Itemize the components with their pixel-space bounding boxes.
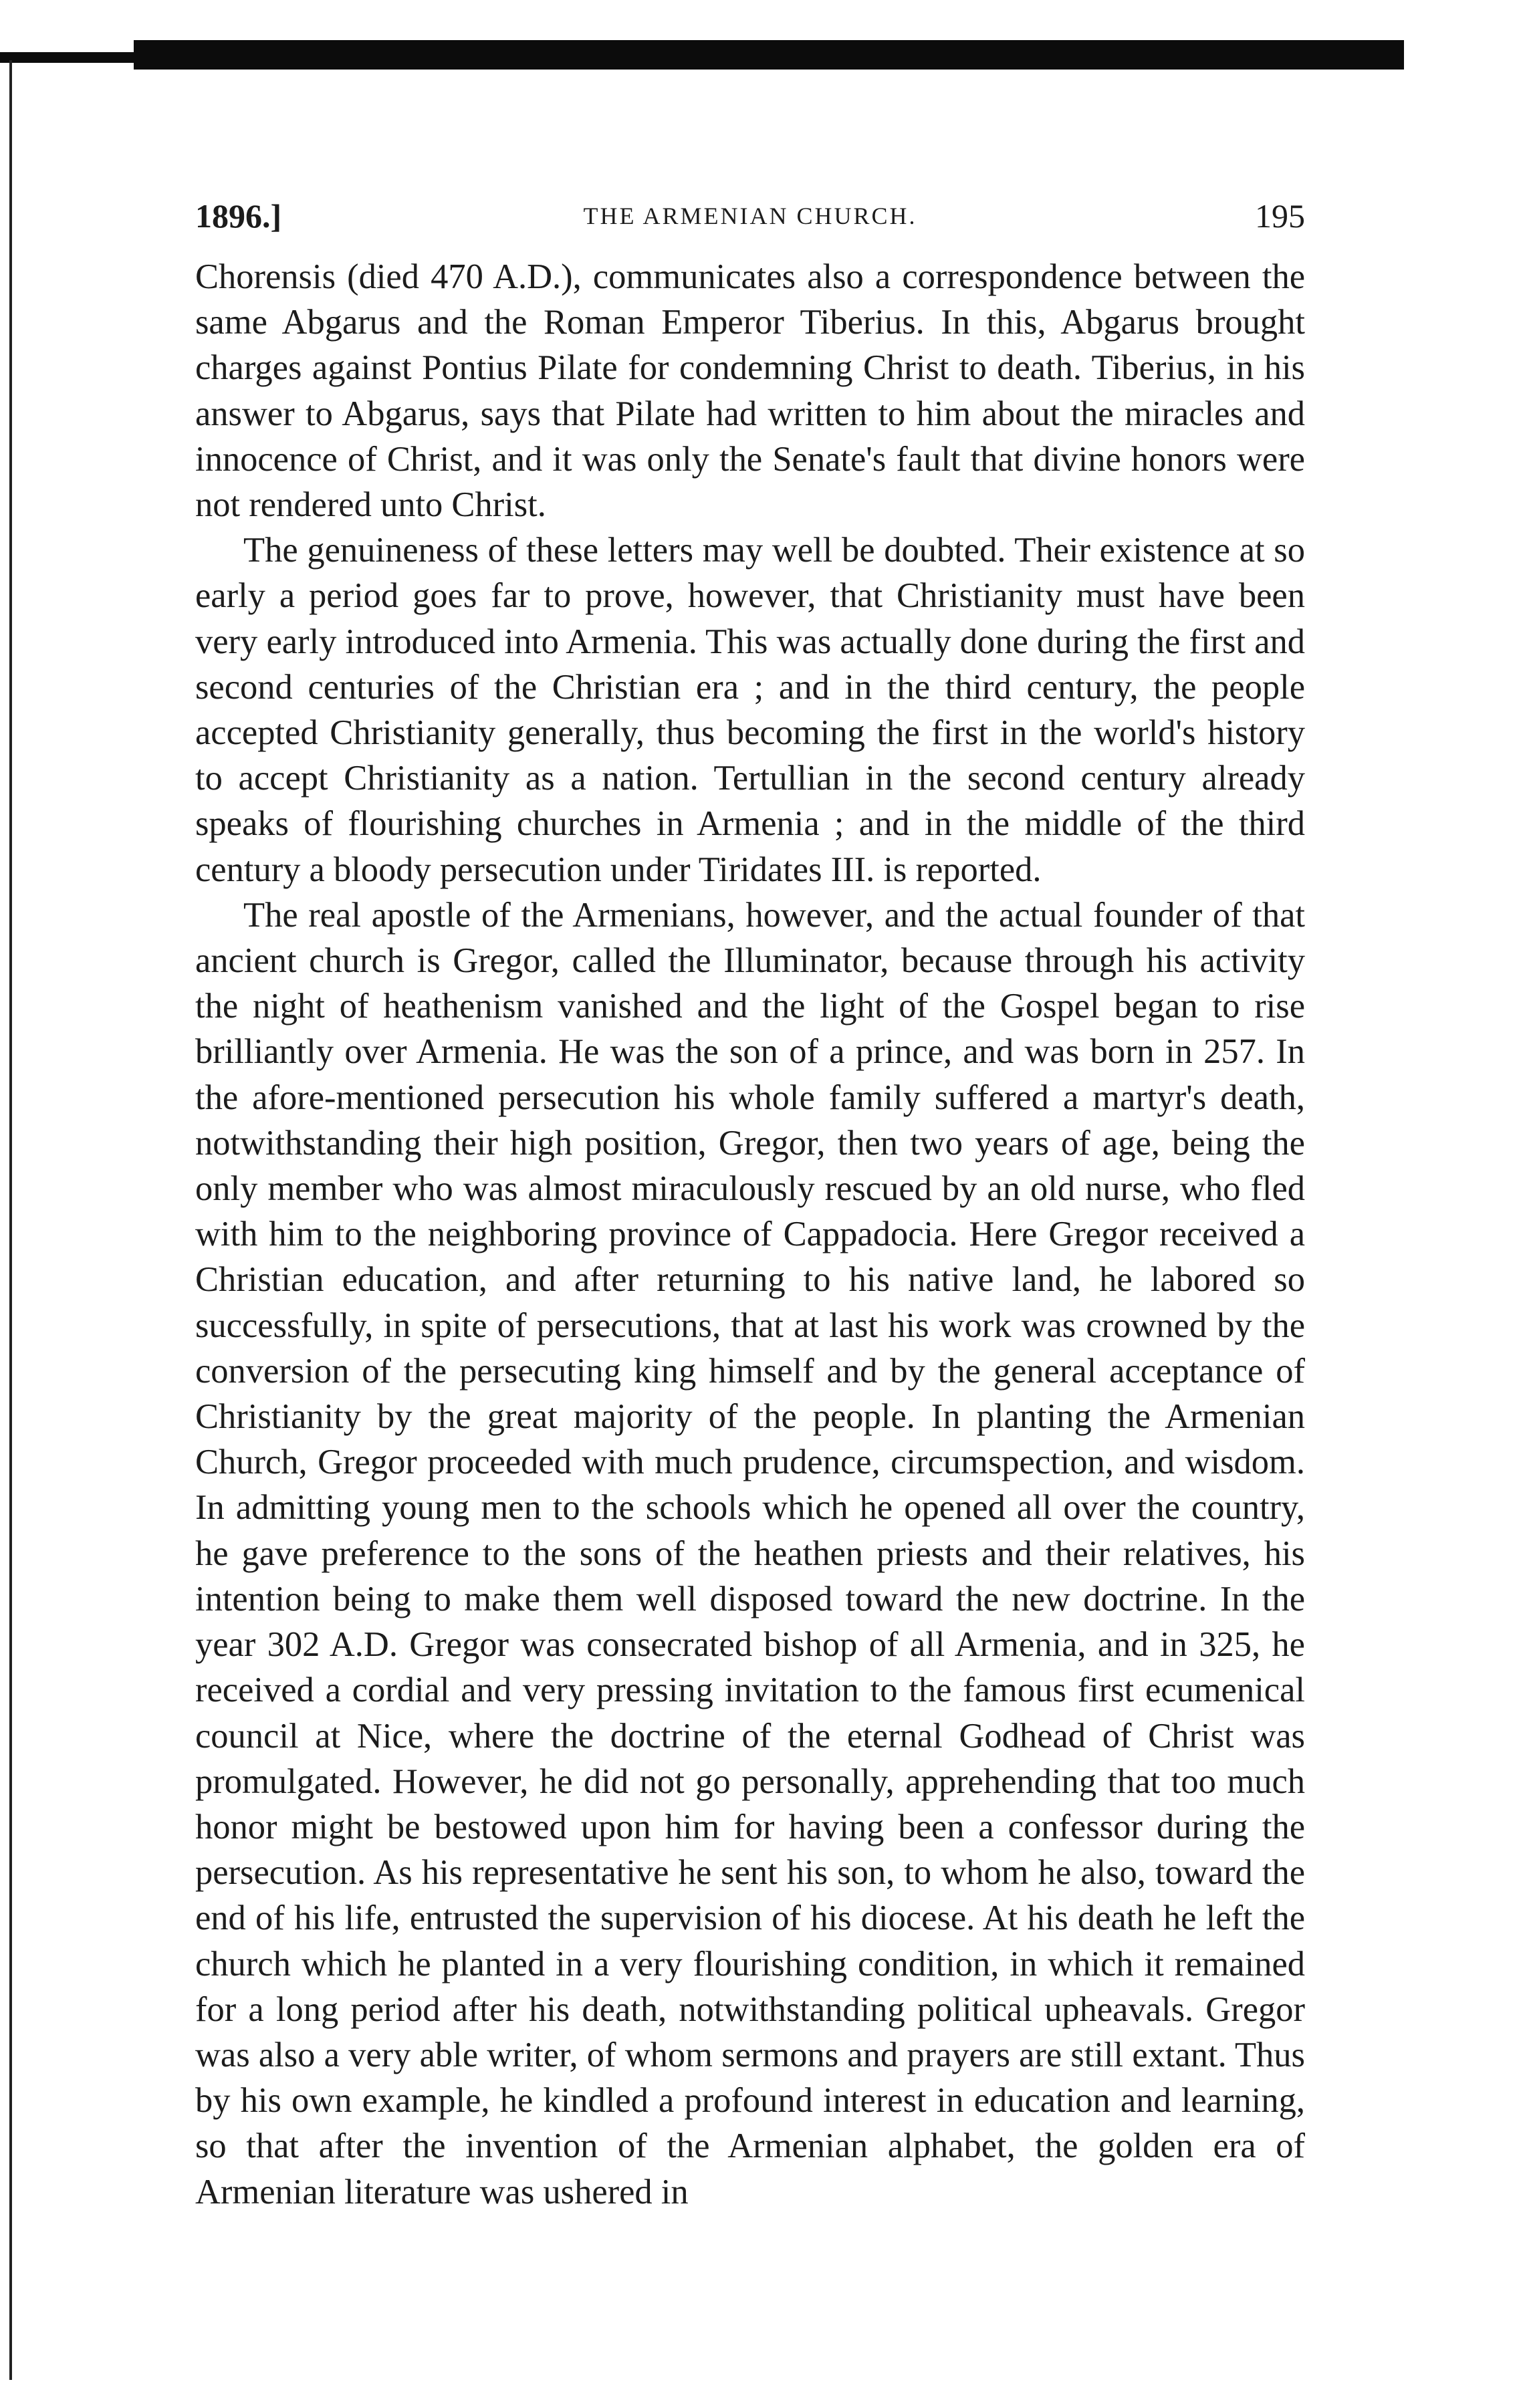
scan-left-edge-line: [9, 60, 12, 2380]
running-head: [195, 191, 1305, 239]
scan-top-edge: [0, 0, 1525, 67]
running-head-title: THE ARMENIAN CHURCH.: [583, 203, 917, 229]
paragraph-3: The real apostle of the Armenians, however, and the actual founder of that ancient church is Gregor, called the Illuminator, because through his activity the night of heathenism vanished and the light of the Gospel began to rise brilliantly over Armenia. He was the son of a prince, and was born in 257. In the afore-mentioned persecution his whole family suffered a martyr's death, notwithstanding their high position, Gregor, then two years of age, being the only member who was almost miraculously rescued by an old nurse, who fled with him to the neighboring province of Cappadocia. Here Gregor received a Christian education, and after returning to his native land, he labored so successfully, in spite of persecutions, that at last his work was crowned by the conversion of the persecuting king himself and by the general acceptance of Christianity by the great majority of the people. In planting the Armenian Church, Gregor proceeded with much prudence, circumspection, and wisdom. In admitting young men to the schools which he opened all over the country, he gave preference to the sons of the heathen priests and their relatives, his intention being to make them well disposed toward the new doctrine. In the year 302 A.D. Gregor was consecrated bishop of all Armenia, and in 325, he received a cordial and very pressing invitation to the famous first ecumenical council at Nice, where the doctrine of the eternal Godhead of Christ was promulgated. However, he did not go personally, apprehending that too much honor might be bestowed upon him for having been a confessor during the persecution. As his representative he sent his son, to whom he also, toward the end of his life, entrusted the supervision of his diocese. At his death he left the church which he planted in a very flourishing condition, in which it remained for a long period after his death, notwithstanding political upheavals. Gregor was also a very able writer, of whom sermons and prayers are still extant. Thus by his own example, he kindled a profound interest in education and learning, so that after the invention of the Armenian alphabet, the golden era of Armenian literature was ushered in: [195, 895, 1305, 2211]
scan-dark-band-lead: [0, 52, 160, 63]
scan-dark-band: [134, 40, 1404, 70]
page-number: 195: [1255, 197, 1305, 235]
body-text: [195, 254, 1305, 2215]
running-head-year: 1896.]: [195, 197, 282, 235]
paragraph-1: Chorensis (died 470 A.D.), communicates also a correspondence between the same Abgarus and the Roman Emperor Tiberius. In this, Abgarus brought charges against Pontius Pilate for condemning Christ to death. Tiberius, in his answer to Abgarus, says that Pilate had written to him about the miracles and innocence of Christ, and it was only the Senate's fault that divine honors were not rendered unto Christ.: [195, 257, 1305, 525]
paragraph-2: The genuineness of these letters may well be doubted. Their existence at so early a period goes far to prove, however, that Christianity must have been very early introduced into Armenia. This was actually done during the first and second centuries of the Christian era ; and in the third century, the people accepted Christianity generally, thus becoming the first in the world's history to accept Christianity as a nation. Tertullian in the second century already speaks of flourishing churches in Armenia ; and in the middle of the third century a bloody persecution under Tiridates III. is reported.: [195, 531, 1305, 889]
